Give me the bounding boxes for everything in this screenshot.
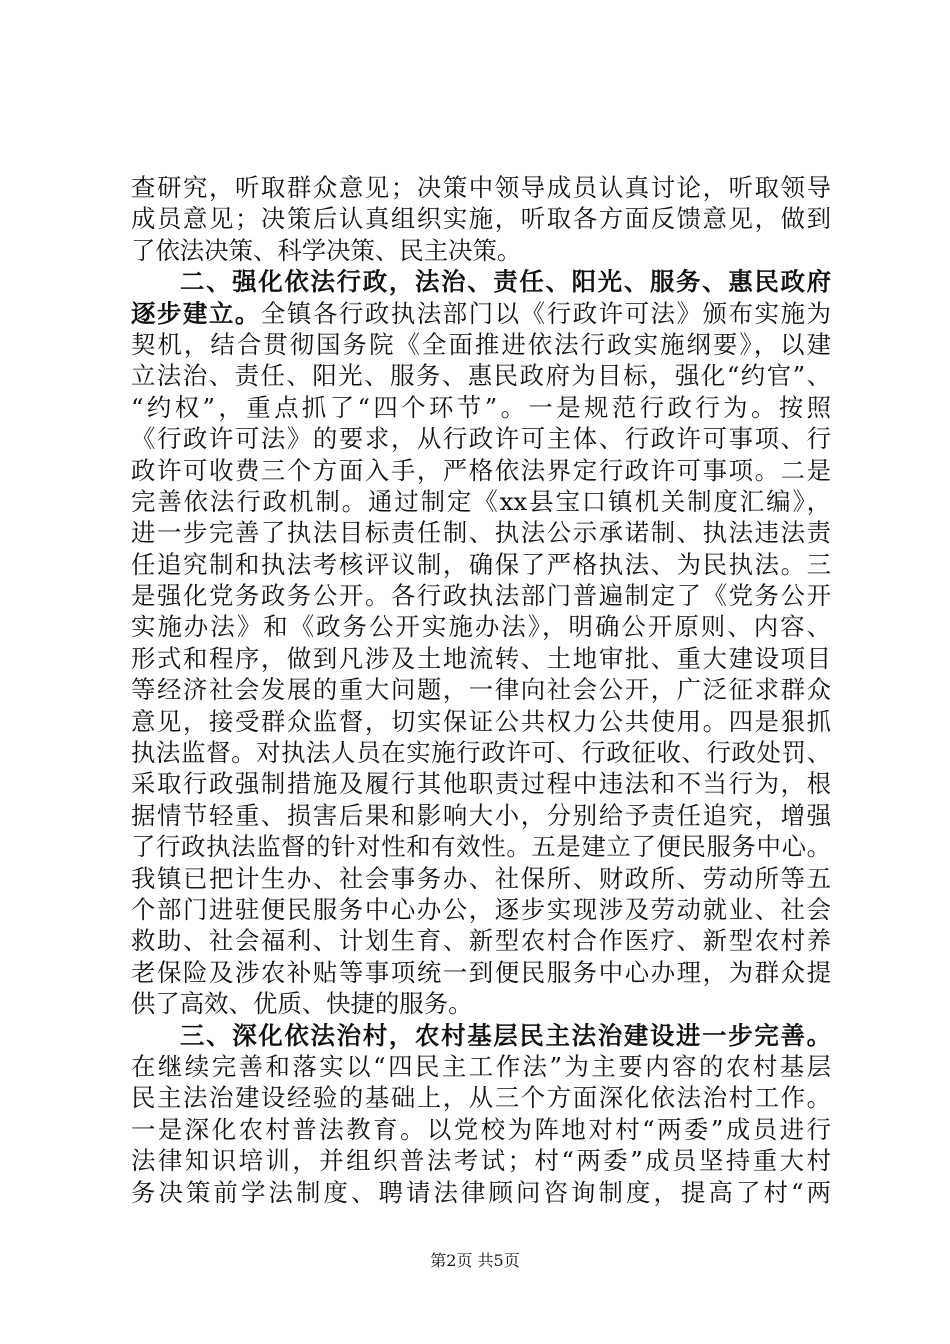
line-text: 一是深化农村普法教育。以党校为阵地对村“两委”成员进行 [131,1114,831,1144]
line-text: 是强化党务政务公开。各行政执法部门普遍制定了《党务公开 [131,581,831,611]
line-text: 老保险及涉农补贴等事项统一到便民服务中心办理，为群众提 [131,957,831,987]
text-line [131,800,831,831]
line-text: 了行政执法监督的针对性和有效性。五是建立了便民服务中心。 [131,832,831,862]
line-text: 务决策前学法制度、聘请法律顾问咨询制度，提高了村“两 [131,1177,831,1207]
line-text: 我镇已把计生办、社会事务办、社保所、财政所、劳动所等五 [131,863,831,893]
text-line [131,392,831,423]
line-text: 供了高效、优质、快捷的服务。 [131,989,473,1019]
text-line [131,486,831,517]
text-line [131,1051,831,1082]
text-line [131,1114,831,1145]
text-line [131,580,831,611]
text-line [131,549,831,580]
line-text: 采取行政强制措施及履行其他职责过程中违法和不当行为，根 [131,769,831,799]
line-text: “约权”，重点抓了“四个环节”。一是规范行政行为。按照 [131,392,831,422]
text-line [131,329,831,360]
text-line [131,266,831,297]
text-line [131,455,831,486]
line-text: 实施办法》和《政务公开实施办法》，明确公开原则、内容、 [131,612,831,642]
text-line [131,988,831,1019]
line-text: 民主法治建设经验的基础上，从三个方面深化依法治村工作。 [131,1083,831,1113]
line-text: 执法监督。对执法人员在实施行政许可、行政征收、行政处罚、 [131,738,831,768]
text-line [131,1020,831,1051]
text-line [131,894,831,925]
line-text: 意见，接受群众监督，切实保证公共权力公共使用。四是狠抓 [131,706,831,736]
line-text: 形式和程序，做到凡涉及土地流转、土地审批、重大建设项目 [131,643,831,673]
line-text: 据情节轻重、损害后果和影响大小，分别给予责任追究，增强 [131,800,831,830]
text-line [131,203,831,234]
line-text: 查研究，听取群众意见；决策中领导成员认真讨论，听取领导 [131,173,831,202]
line-text: 任追究制和执法考核评议制，确保了严格执法、为民执法。三 [131,549,831,579]
line-text: 《行政许可法》的要求，从行政许可主体、行政许可事项、行 [131,424,831,454]
line-text: 救助、社会福利、计划生育、新型农村合作医疗、新型农村养 [131,926,831,956]
text-line [131,235,831,266]
document-body [131,172,831,1208]
line-text: 立法治、责任、阳光、服务、惠民政府为目标，强化“约官”、 [131,361,831,391]
text-line [131,674,831,705]
text-line [131,706,831,737]
section-heading: 逐步建立。 [131,298,261,328]
text-line [131,643,831,674]
text-line [131,360,831,391]
text-line [131,957,831,988]
text-line [131,298,831,329]
page-footer: 第2页 共5页 [430,1251,520,1270]
line-text: 等经济社会发展的重大问题，一律向社会公开，广泛征求群众 [131,675,831,705]
line-text: 了依法决策、科学决策、民主决策。 [131,235,522,265]
text-line [131,423,831,454]
line-text: 法律知识培训，并组织普法考试；村“两委”成员坚持重大村 [131,1146,831,1176]
text-line [131,1177,831,1208]
text-line [131,611,831,642]
text-line [131,1082,831,1113]
text-line [131,737,831,768]
line-text: 在继续完善和落实以“四民主工作法”为主要内容的农村基层 [131,1051,831,1081]
section-heading: 二、强化依法行政，法治、责任、阳光、服务、惠民政府 [180,267,831,297]
text-line [131,925,831,956]
text-line [131,863,831,894]
line-text: 成员意见；决策后认真组织实施，听取各方面反馈意见，做到 [131,204,831,234]
line-text: 政许可收费三个方面入手，严格依法界定行政许可事项。二是 [131,455,831,485]
text-line [131,831,831,862]
text-line [131,172,831,203]
text-line [131,1145,831,1176]
line-text: 完善依法行政机制。通过制定《xx县宝口镇机关制度汇编》， [131,486,831,516]
line-text: 个部门进驻便民服务中心办公，逐步实现涉及劳动就业、社会 [131,894,831,924]
line-text: 契机，结合贯彻国务院《全面推进依法行政实施纲要》，以建 [131,329,831,359]
line-text: 全镇各行政执法部门以《行政许可法》颁布实施为 [260,298,831,328]
text-line [131,768,831,799]
line-text: 进一步完善了执法目标责任制、执法公示承诺制、执法违法责 [131,518,831,548]
section-heading: 三、深化依法治村，农村基层民主法治建设进一步完善。 [180,1020,831,1050]
text-line [131,517,831,548]
